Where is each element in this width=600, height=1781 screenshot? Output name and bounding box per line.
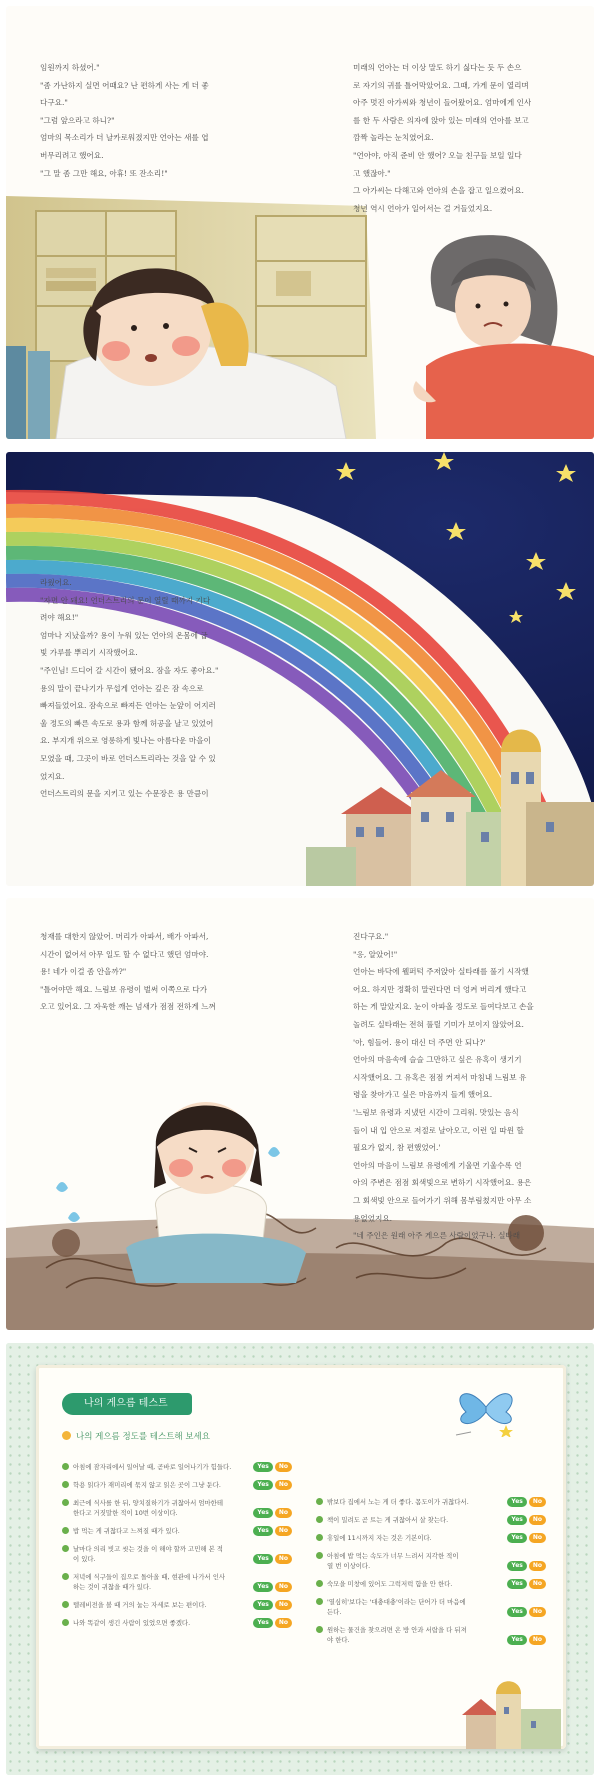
question-item: 휴일에 11시까지 자는 것은 기본이다. Yes No xyxy=(316,1533,546,1543)
text-line: 진다구요." xyxy=(353,932,389,941)
story-page-1 xyxy=(6,6,594,439)
no-button[interactable]: No xyxy=(529,1635,546,1645)
question-item: 학용 읽다가 재미리에 묶지 않고 읽은 곳이 그냥 둔다. Yes No xyxy=(62,1480,292,1490)
text-line: 임원까지 하셨어." xyxy=(40,63,100,72)
text-line: 빛 가루를 뿌리기 시작했어요. xyxy=(40,648,138,658)
no-button[interactable]: No xyxy=(275,1480,292,1490)
yes-button[interactable]: Yes xyxy=(253,1554,272,1564)
no-button[interactable]: No xyxy=(529,1515,546,1525)
text-line: 었지요. xyxy=(40,771,65,781)
bullet-icon xyxy=(62,1527,69,1534)
text-line: "좀 가난하지 실면 어때요? 난 편하게 사는 게 더 좋 xyxy=(40,80,209,90)
question-item: 밥 먹는 게 귀찮다고 느껴질 때가 있다. Yes No xyxy=(62,1526,292,1536)
no-button[interactable]: No xyxy=(275,1554,292,1564)
laziness-test-page xyxy=(6,1343,594,1775)
bullet-icon xyxy=(316,1626,323,1633)
text-line: 빠져들었어요. 잠속으로 빠져든 언아는 눈앞이 어지러 xyxy=(40,701,216,711)
text-line: 언아는 바닥에 웰퍼턱 주저앉아 실타래를 풀기 시작했 xyxy=(353,967,529,977)
question-item: 밖보다 집에서 노는 게 더 좋다. 몸도이가 귀찮다서. Yes No xyxy=(316,1497,546,1507)
bullet-icon xyxy=(316,1498,323,1505)
yes-button[interactable]: Yes xyxy=(507,1561,526,1571)
text-line: 요. 부지개 위으로 영롱하게 빛나는 아름다운 마을이 xyxy=(40,736,211,746)
no-button[interactable]: No xyxy=(529,1579,546,1589)
text-line: 려야 해요!" xyxy=(40,613,79,623)
bullet-icon xyxy=(316,1534,323,1541)
question-list-right xyxy=(316,1497,546,1653)
text-line: "자면 안 돼요! 언더스트리의 문이 열릴 때까지 기다 xyxy=(40,595,211,605)
text-line: "응, 알았어!" xyxy=(353,949,398,959)
yes-button[interactable]: Yes xyxy=(507,1497,526,1507)
bullet-icon xyxy=(316,1580,323,1587)
text-line: 용없었지요. xyxy=(353,1213,393,1223)
yes-button[interactable]: Yes xyxy=(253,1480,272,1490)
text-line: "언아야, 아직 준비 안 했어? 오늘 친구들 보일 일다 xyxy=(353,150,522,160)
text-line: 어요. 하지만 정확히 말린다면 더 엉켜 버리게 했다고 xyxy=(353,984,527,994)
text-line: 엄마의 목소리가 더 날카로워졌지만 언아는 새를 엽 xyxy=(40,133,209,143)
bullet-icon xyxy=(62,1619,69,1626)
text-line: 령을 찾아가고 싶은 마음까지 들게 했어요. xyxy=(353,1090,493,1100)
text-line: '느림보 유령과 지냈던 시간이 그리워. 맛있는 음식 xyxy=(353,1107,519,1117)
question-item: 아침에 밥 먹는 속도가 너무 느려서 지각한 적이 열 번 이상이다. Yes No xyxy=(316,1551,546,1571)
yes-button[interactable]: Yes xyxy=(507,1515,526,1525)
question-item: 텔레비전을 볼 때 거의 눕는 자세로 보는 편이다. Yes No xyxy=(62,1600,292,1610)
text-line: 로 자기의 귀를 틀어막았어요. 그때, 가게 문이 열리며 xyxy=(353,80,529,90)
text-line: "틀어야만 해요. 느림보 유령이 벌써 이쪽으로 다가 xyxy=(40,984,208,994)
text-line: 놀려도 실타래는 전혀 풀릴 기미가 보이지 않았어요. xyxy=(353,1019,524,1029)
yes-button[interactable]: Yes xyxy=(507,1635,526,1645)
text-line: 버무리려고 했어요. xyxy=(40,150,104,160)
text-line: 라웠어요. xyxy=(40,578,72,587)
text-line: "네 주인은 원래 아주 게으른 사람이었구나. 실타래 xyxy=(353,1231,521,1241)
text-line: 시작했어요. 그 유혹은 점점 커져서 마침내 느림보 유 xyxy=(353,1072,527,1082)
yes-button[interactable]: Yes xyxy=(253,1508,272,1518)
yes-button[interactable]: Yes xyxy=(507,1533,526,1543)
bullet-icon xyxy=(62,1545,69,1552)
question-item: 날마다 의리 빗고 씻는 것을 이 해야 할까 고민해 본 적 이 있다. Yes No xyxy=(62,1544,292,1564)
text-line: 아의 주변은 점점 회색빛으로 변하기 시작했어요. 용은 xyxy=(353,1178,532,1188)
text-line: 청재를 대한지 않았어. 머리가 아파서, 배가 아파서, xyxy=(40,932,209,941)
story-text-left xyxy=(40,928,216,1016)
story-text xyxy=(40,574,218,803)
no-button[interactable]: No xyxy=(275,1508,292,1518)
text-line: 언아의 마음이 느림보 유령에게 기울면 기울수록 언 xyxy=(353,1160,522,1170)
text-line: 를 한 두 사람은 의자에 앉아 있는 미래의 언아를 보고 xyxy=(353,115,529,125)
sun-icon xyxy=(62,1431,71,1440)
question-item: 원하는 물건을 찾으려면 온 방 안과 서랍을 다 뒤져 야 한다. Yes No xyxy=(316,1625,546,1645)
no-button[interactable]: No xyxy=(529,1607,546,1617)
no-button[interactable]: No xyxy=(275,1526,292,1536)
yes-button[interactable]: Yes xyxy=(253,1618,272,1628)
no-button[interactable]: No xyxy=(275,1600,292,1610)
question-item: 아침에 잠자리에서 일어날 때, 곧바로 일어나기가 힘들다. Yes No xyxy=(62,1462,292,1472)
question-item: 책이 밀려도 곧 트는 게 귀찮아서 살 찾는다. Yes No xyxy=(316,1515,546,1525)
bullet-icon xyxy=(62,1481,69,1488)
no-button[interactable]: No xyxy=(529,1561,546,1571)
text-line: 오고 있어요. 그 자욱한 깨는 넘새가 점점 전하게 느껴 xyxy=(40,1002,216,1012)
no-button[interactable]: No xyxy=(529,1533,546,1543)
text-line: 울 정도의 빠른 속도로 용과 함께 허공을 날고 있었어 xyxy=(40,718,214,728)
text-line: 모였을 때, 그곳이 바로 언더스트리라는 것을 알 수 있 xyxy=(40,753,216,763)
bullet-icon xyxy=(62,1499,69,1506)
bullet-icon xyxy=(316,1598,323,1605)
yes-button[interactable]: Yes xyxy=(253,1526,272,1536)
no-button[interactable]: No xyxy=(529,1497,546,1507)
no-button[interactable]: No xyxy=(275,1582,292,1592)
text-line: 그 회색빛 안으로 들어가기 위해 몸부림쳤지만 아무 소 xyxy=(353,1195,532,1205)
yes-button[interactable]: Yes xyxy=(253,1582,272,1592)
question-item: 최근에 식사를 한 뒤, 양치질하기가 귀찮아서 엄마한테 한다고 거짓말한 적이 10번 이상이다. Yes No xyxy=(62,1498,292,1518)
yes-button[interactable]: Yes xyxy=(253,1462,272,1472)
bullet-icon xyxy=(316,1552,323,1559)
yes-button[interactable]: Yes xyxy=(507,1607,526,1617)
test-subtitle xyxy=(62,1430,210,1442)
story-text-right xyxy=(353,928,534,1245)
yes-button[interactable]: Yes xyxy=(507,1579,526,1589)
bullet-icon xyxy=(62,1463,69,1470)
text-line: 언아의 마음속에 슬슬 그만하고 싶은 유혹이 생기기 xyxy=(353,1055,522,1065)
text-line: 언더스트리의 문을 지키고 있는 수문장은 용 만큼이 xyxy=(40,789,209,799)
text-line: "그럼 앞으라고 하니?" xyxy=(40,115,115,125)
story-text-left xyxy=(40,59,209,182)
question-item: 저녁에 식구들이 집으로 돌아올 때, 현관에 나가서 인사 하는 것이 귀찮을 때가 있다. Yes No xyxy=(62,1572,292,1592)
text-line: 깜짝 놀라는 눈치였어요. xyxy=(353,133,434,143)
text-line: 시간이 없어서 아무 일도 할 수 없다고 했던 엄마야. xyxy=(40,949,209,959)
question-list-left xyxy=(62,1462,292,1636)
text-line: '아, 힘들어. 용이 대신 더 주면 안 되나?' xyxy=(353,1037,486,1047)
text-line: 들이 내 입 안으로 저절로 날아오고, 이런 일 따윈 할 xyxy=(353,1125,524,1135)
question-item: '열심히'보다는 '대충대충'이라는 단어가 더 마음에 든다. Yes No xyxy=(316,1597,546,1617)
text-line: "주인님! 드디어 갈 시간이 됐어요. 잠을 자도 좋아요." xyxy=(40,665,219,675)
village-illustration xyxy=(456,1669,566,1749)
test-card xyxy=(36,1365,566,1749)
story-text-right xyxy=(353,59,531,217)
text-line: 엄마나 지났을까? 용이 누워 있는 언아의 온몸에 굽 xyxy=(40,630,208,640)
no-button[interactable]: No xyxy=(275,1618,292,1628)
text-line: 아주 멋진 아가씨와 청년이 들어왔어요. 엄마에게 인사 xyxy=(353,98,532,108)
bullet-icon xyxy=(62,1573,69,1580)
text-line: 용의 말이 끝나기가 무섭게 언아는 깊은 잠 속으로 xyxy=(40,683,204,693)
text-line: 필요가 없지, 참 편했었어.' xyxy=(353,1143,441,1153)
subtitle-text: 나의 게으름 정도를 테스트해 보세요 xyxy=(76,1432,210,1442)
text-line: 그 아가씨는 다해고와 언아의 손을 잡고 일으켰어요. xyxy=(353,186,524,196)
butterfly-icon xyxy=(446,1377,526,1437)
text-line: 고 했잖아." xyxy=(353,168,391,178)
text-line: 청년 역시 언아가 일어서는 걸 거들었지요. xyxy=(353,203,493,213)
text-line: 용! 네가 이걸 좀 안을까?" xyxy=(40,967,127,977)
test-title-banner: 나의 게으름 테스트 xyxy=(62,1393,192,1415)
story-page-2 xyxy=(6,452,594,886)
story-page-3 xyxy=(6,898,594,1330)
question-item: 숙모을 미창에 있어도 그럭저럭 함을 안 한다. Yes No xyxy=(316,1579,546,1589)
bullet-icon xyxy=(316,1516,323,1523)
bullet-icon xyxy=(62,1601,69,1608)
yes-button[interactable]: Yes xyxy=(253,1600,272,1610)
text-line: "그 말 좀 그만 해요, 아휴! 또 잔소리!" xyxy=(40,168,168,178)
text-line: 다구요." xyxy=(40,98,68,108)
text-line: 하는 게 말았지요. 눈이 아파올 정도로 들여다보고 손을 xyxy=(353,1002,534,1012)
question-item: 나와 똑같이 생긴 사람이 있었으면 좋겠다. Yes No xyxy=(62,1618,292,1628)
text-line: 미래의 언아는 더 이상 말도 하기 싫다는 듯 두 손으 xyxy=(353,63,522,72)
no-button[interactable]: No xyxy=(275,1462,292,1472)
